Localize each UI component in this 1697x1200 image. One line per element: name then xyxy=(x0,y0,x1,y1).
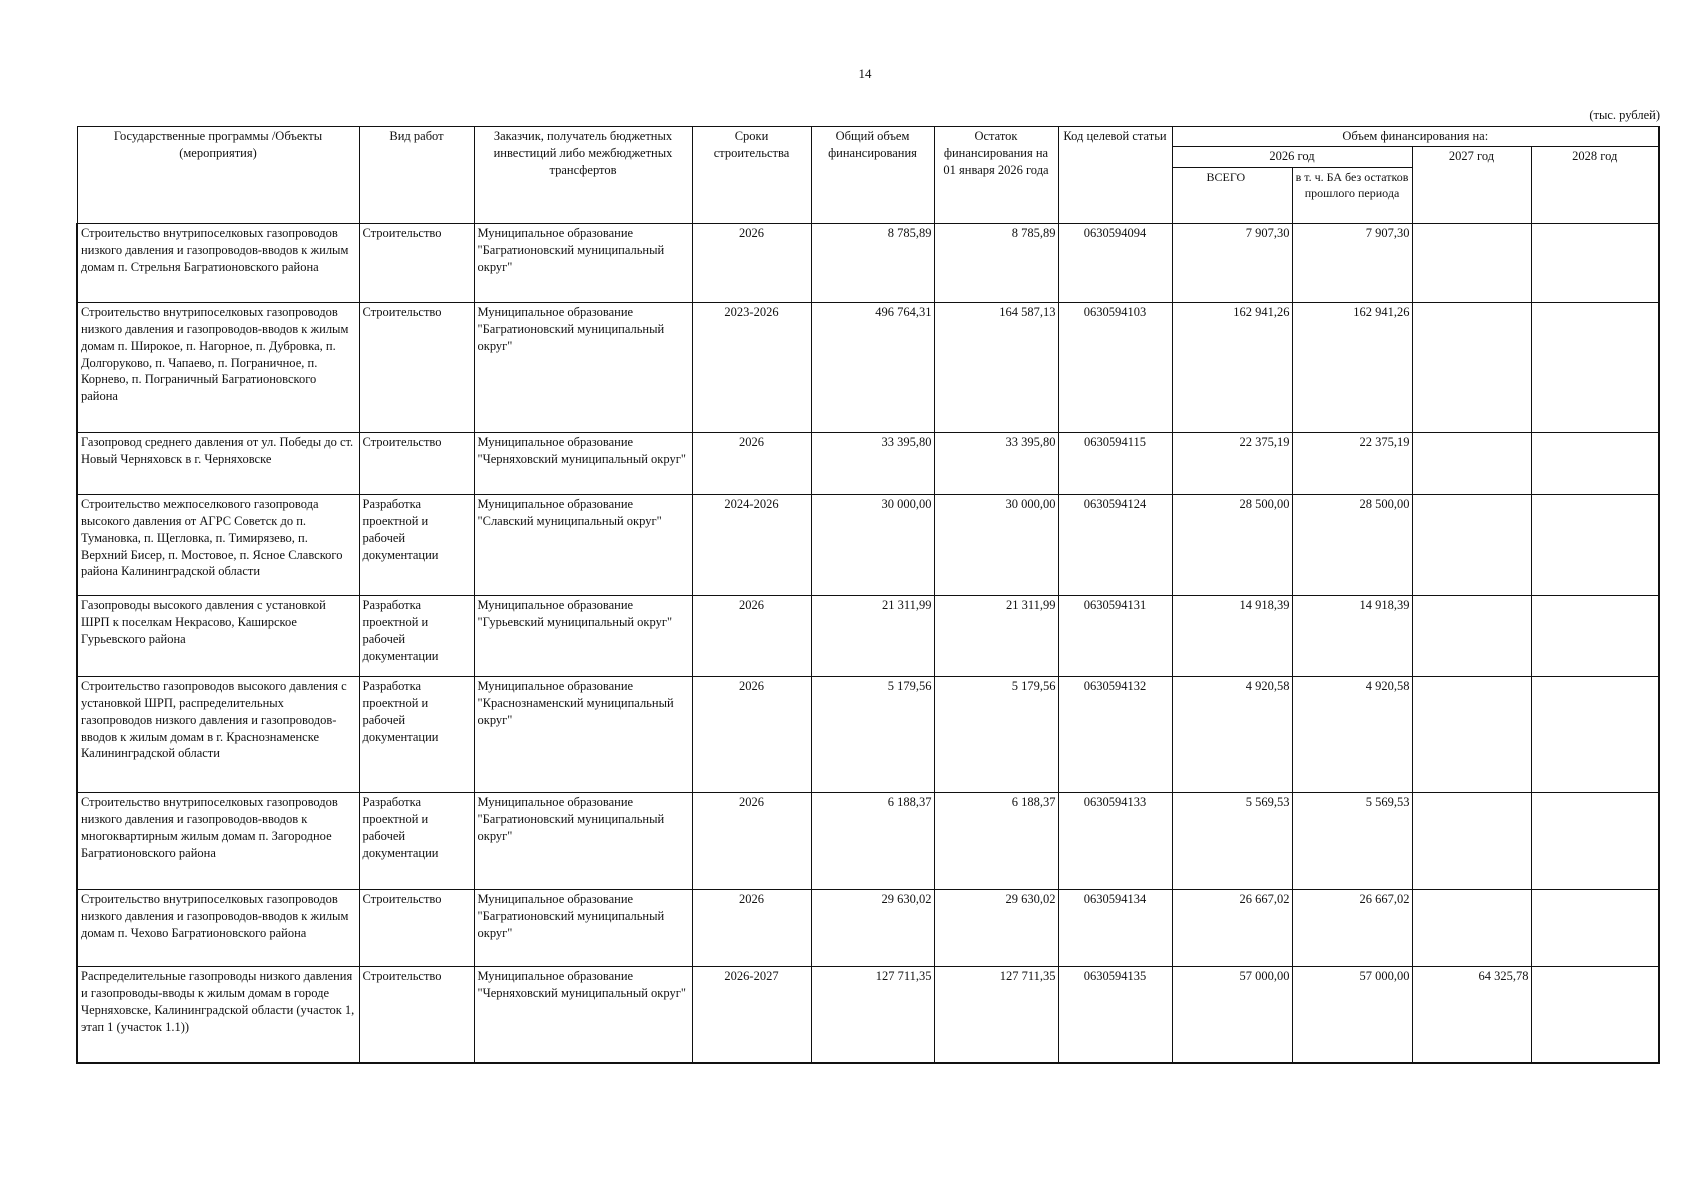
cell-term: 2024-2026 xyxy=(692,494,811,595)
cell-2028 xyxy=(1531,676,1659,792)
cell-ba: 22 375,19 xyxy=(1292,432,1412,494)
cell-all: 57 000,00 xyxy=(1172,966,1292,1063)
cell-term: 2026 xyxy=(692,889,811,966)
cell-all: 22 375,19 xyxy=(1172,432,1292,494)
cell-term: 2026 xyxy=(692,676,811,792)
cell-remaining: 33 395,80 xyxy=(934,432,1058,494)
cell-remaining: 127 711,35 xyxy=(934,966,1058,1063)
units-label: (тыс. рублей) xyxy=(1589,108,1660,122)
cell-ba: 28 500,00 xyxy=(1292,494,1412,595)
cell-object: Строительство межпоселкового газопровода высокого давления от АГРС Советск до п. Тумановка, п. Щегловка, п. Тимирязево, п. Верхний Бисер, п. Мостовое, п. Ясное Славского района Калининградской области xyxy=(77,494,359,595)
header-year-2028: 2028 год xyxy=(1531,146,1659,223)
cell-customer: Муниципальное образование "Славский муниципальный округ" xyxy=(474,494,692,595)
cell-total: 21 311,99 xyxy=(811,595,934,676)
cell-ba: 14 918,39 xyxy=(1292,595,1412,676)
cell-2028 xyxy=(1531,966,1659,1063)
cell-remaining: 30 000,00 xyxy=(934,494,1058,595)
header-incl-ba: в т. ч. БА без остатков прошлого периода xyxy=(1292,167,1412,223)
cell-2027: 64 325,78 xyxy=(1412,966,1531,1063)
cell-all: 4 920,58 xyxy=(1172,676,1292,792)
table-row xyxy=(77,595,1659,676)
cell-all: 26 667,02 xyxy=(1172,889,1292,966)
header-code: Код целевой статьи xyxy=(1058,127,1172,224)
cell-work: Разработка проектной и рабочей документации xyxy=(359,676,474,792)
cell-term: 2026 xyxy=(692,432,811,494)
cell-2028 xyxy=(1531,302,1659,432)
cell-total: 496 764,31 xyxy=(811,302,934,432)
header-year-2027: 2027 год xyxy=(1412,146,1531,223)
table-row xyxy=(77,223,1659,302)
cell-2027 xyxy=(1412,889,1531,966)
cell-term: 2026 xyxy=(692,595,811,676)
table-row xyxy=(77,889,1659,966)
header-remaining: Остаток финансирования на 01 января 2026 года xyxy=(934,127,1058,224)
cell-total: 8 785,89 xyxy=(811,223,934,302)
cell-remaining: 164 587,13 xyxy=(934,302,1058,432)
cell-customer: Муниципальное образование "Черняховский муниципальный округ" xyxy=(474,966,692,1063)
cell-object: Распределительные газопроводы низкого давления и газопроводы-вводы к жилым домам в городе Черняховске, Калининградской области (участок 1, этап 1 (участок 1.1)) xyxy=(77,966,359,1063)
cell-2028 xyxy=(1531,223,1659,302)
cell-remaining: 5 179,56 xyxy=(934,676,1058,792)
cell-work: Разработка проектной и рабочей документации xyxy=(359,792,474,889)
cell-all: 5 569,53 xyxy=(1172,792,1292,889)
cell-code: 0630594094 xyxy=(1058,223,1172,302)
cell-code: 0630594103 xyxy=(1058,302,1172,432)
table-header xyxy=(77,127,1659,224)
cell-ba: 57 000,00 xyxy=(1292,966,1412,1063)
cell-total: 29 630,02 xyxy=(811,889,934,966)
cell-object: Строительство газопроводов высокого давления с установкой ШРП, распределительных газопроводов низкого давления и газопроводов-вводов к жилым домам в г. Краснознаменске Калининградской области xyxy=(77,676,359,792)
cell-object: Строительство внутрипоселковых газопроводов низкого давления и газопроводов-вводов к жилым домам п. Чехово Багратионовского района xyxy=(77,889,359,966)
table-row xyxy=(77,494,1659,595)
cell-work: Строительство xyxy=(359,966,474,1063)
table-row xyxy=(77,302,1659,432)
cell-customer: Муниципальное образование "Багратионовский муниципальный округ" xyxy=(474,223,692,302)
cell-code: 0630594134 xyxy=(1058,889,1172,966)
cell-total: 30 000,00 xyxy=(811,494,934,595)
table-row xyxy=(77,792,1659,889)
cell-remaining: 29 630,02 xyxy=(934,889,1058,966)
cell-all: 28 500,00 xyxy=(1172,494,1292,595)
cell-code: 0630594132 xyxy=(1058,676,1172,792)
header-work-type: Вид работ xyxy=(359,127,474,224)
cell-2027 xyxy=(1412,432,1531,494)
cell-2028 xyxy=(1531,792,1659,889)
cell-2027 xyxy=(1412,302,1531,432)
cell-remaining: 6 188,37 xyxy=(934,792,1058,889)
cell-object: Строительство внутрипоселковых газопроводов низкого давления и газопроводов-вводов к жилым домам п. Стрельня Багратионовского района xyxy=(77,223,359,302)
header-all: ВСЕГО xyxy=(1172,167,1292,223)
table-row xyxy=(77,676,1659,792)
cell-2028 xyxy=(1531,494,1659,595)
cell-ba: 7 907,30 xyxy=(1292,223,1412,302)
cell-remaining: 8 785,89 xyxy=(934,223,1058,302)
cell-2027 xyxy=(1412,595,1531,676)
cell-object: Газопроводы высокого давления с установкой ШРП к поселкам Некрасово, Каширское Гурьевского района xyxy=(77,595,359,676)
cell-total: 127 711,35 xyxy=(811,966,934,1063)
cell-object: Строительство внутрипоселковых газопроводов низкого давления и газопроводов-вводов к многоквартирным жилым домам п. Загородное Багратионовского района xyxy=(77,792,359,889)
cell-work: Строительство xyxy=(359,223,474,302)
cell-total: 33 395,80 xyxy=(811,432,934,494)
cell-code: 0630594135 xyxy=(1058,966,1172,1063)
page-number: 14 xyxy=(858,66,872,81)
cell-2027 xyxy=(1412,223,1531,302)
cell-customer: Муниципальное образование "Гурьевский муниципальный округ" xyxy=(474,595,692,676)
header-year-2026: 2026 год xyxy=(1172,146,1412,167)
cell-work: Разработка проектной и рабочей документации xyxy=(359,595,474,676)
cell-all: 14 918,39 xyxy=(1172,595,1292,676)
cell-ba: 4 920,58 xyxy=(1292,676,1412,792)
cell-total: 5 179,56 xyxy=(811,676,934,792)
cell-ba: 5 569,53 xyxy=(1292,792,1412,889)
cell-2028 xyxy=(1531,889,1659,966)
cell-customer: Муниципальное образование "Багратионовский муниципальный округ" xyxy=(474,889,692,966)
cell-2028 xyxy=(1531,595,1659,676)
cell-customer: Муниципальное образование "Черняховский муниципальный округ" xyxy=(474,432,692,494)
header-terms: Сроки строительства xyxy=(692,127,811,224)
cell-work: Строительство xyxy=(359,432,474,494)
cell-all: 7 907,30 xyxy=(1172,223,1292,302)
cell-term: 2026-2027 xyxy=(692,966,811,1063)
cell-customer: Муниципальное образование "Багратионовский муниципальный округ" xyxy=(474,302,692,432)
financing-table xyxy=(76,126,1660,1064)
cell-code: 0630594115 xyxy=(1058,432,1172,494)
cell-code: 0630594131 xyxy=(1058,595,1172,676)
table-row xyxy=(77,966,1659,1063)
cell-ba: 26 667,02 xyxy=(1292,889,1412,966)
header-programs: Государственные программы /Объекты (мероприятия) xyxy=(77,127,359,224)
cell-term: 2026 xyxy=(692,792,811,889)
cell-term: 2026 xyxy=(692,223,811,302)
cell-2028 xyxy=(1531,432,1659,494)
cell-2027 xyxy=(1412,792,1531,889)
table-row xyxy=(77,432,1659,494)
cell-code: 0630594124 xyxy=(1058,494,1172,595)
cell-2027 xyxy=(1412,676,1531,792)
cell-term: 2023-2026 xyxy=(692,302,811,432)
cell-work: Строительство xyxy=(359,889,474,966)
cell-object: Строительство внутрипоселковых газопроводов низкого давления и газопроводов-вводов к жилым домам п. Широкое, п. Нагорное, п. Дубровка, п. Долгоруково, п. Чапаево, п. Пограничное, п. Корнево, п. Пограничный Багратионовского района xyxy=(77,302,359,432)
cell-work: Разработка проектной и рабочей документации xyxy=(359,494,474,595)
cell-customer: Муниципальное образование "Краснознаменский муниципальный округ" xyxy=(474,676,692,792)
header-volume: Объем финансирования на: xyxy=(1172,127,1659,147)
cell-customer: Муниципальное образование "Багратионовский муниципальный округ" xyxy=(474,792,692,889)
cell-remaining: 21 311,99 xyxy=(934,595,1058,676)
cell-total: 6 188,37 xyxy=(811,792,934,889)
cell-object: Газопровод среднего давления от ул. Победы до ст. Новый Черняховск в г. Черняховске xyxy=(77,432,359,494)
cell-work: Строительство xyxy=(359,302,474,432)
header-customer: Заказчик, получатель бюджетных инвестиций либо межбюджетных трансфертов xyxy=(474,127,692,224)
cell-all: 162 941,26 xyxy=(1172,302,1292,432)
table-body xyxy=(77,223,1659,1063)
cell-code: 0630594133 xyxy=(1058,792,1172,889)
header-total: Общий объем финансирования xyxy=(811,127,934,224)
cell-ba: 162 941,26 xyxy=(1292,302,1412,432)
cell-2027 xyxy=(1412,494,1531,595)
